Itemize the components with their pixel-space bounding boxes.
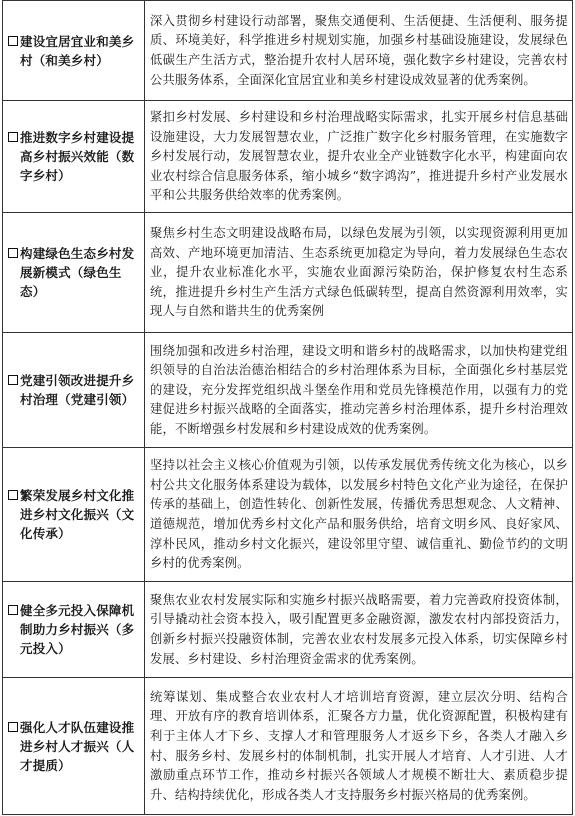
- category-cell[interactable]: [3, 448, 145, 582]
- checkbox-icon[interactable]: [8, 132, 18, 142]
- category-description: 统筹谋划、集成整合农业农村人才培训培育资源，建立层次分明、结构合理、开放有序的教育培训体系，汇聚各方力量，优化资源配置，积极构建有利于主体人才下乡、支撑人才和管理服务人才返乡下乡，各类人才融入乡村、服务乡村、发展乡村的体制机制，扎实开展人才培育、人才引进、人才激励重点环节工作，推动乡村振兴各领域人才规模不断壮大、素质稳步提升、结构持续优化，形成各类人才支持服务乡村振兴格局的优秀案例。: [150, 689, 568, 802]
- category-cell[interactable]: [3, 1, 145, 101]
- checkbox-icon[interactable]: [8, 605, 18, 615]
- table-row: [3, 213, 573, 333]
- description-cell: [145, 101, 573, 213]
- category-cell[interactable]: [3, 333, 145, 448]
- checkbox-icon[interactable]: [8, 248, 18, 258]
- category-description: 围绕加强和改进乡村治理，建设文明和谐乡村的战略需求，以加快构建党组织领导的自治法治德治相结合的乡村治理体系为目标，全面强化乡村基层党的建设，充分发挥党组织战斗堡垒作用和党员先锋模范作用，以强有力的党建促进乡村振兴战略的全面落实，推动完善乡村治理体系，提升乡村治理效能，不断增强乡村发展和乡村建设成效的优秀案例。: [150, 343, 568, 436]
- category-cell[interactable]: [3, 678, 145, 815]
- category-label: 建设宜居宜业和美乡村（和美乡村）: [20, 33, 135, 68]
- category-cell[interactable]: [3, 582, 145, 678]
- description-cell: [145, 213, 573, 333]
- table-row: [3, 101, 573, 213]
- table-row: [3, 448, 573, 582]
- category-description: 聚焦乡村生态文明建设战略布局，以绿色发展为引领，以实现资源利用更加高效、产地环境更加清洁、生态系统更加稳定为导向，着力发展绿色生态农业，提升农业标准化水平，实施农业面源污染防治，保护修复农村生态系统，推进提升乡村生产生活方式绿色低碳转型，提高自然资源利用效率，实现人与自然和谐共生的优秀案例: [150, 226, 568, 319]
- category-description: 紧扣乡村发展、乡村建设和乡村治理战略实际需求，扎实开展乡村信息基础设施建设，大力发展智慧农业，广泛推广数字化乡村服务管理，在实施数字乡村发展行动，发展智慧农业，提升农业全产业链数字化水平，构建面向农业农村综合信息服务体系，缩小城乡“数字鸿沟”，推进提升乡村产业发展水平和公共服务供给效率的优秀案例。: [150, 110, 568, 203]
- category-description: 聚焦农业农村发展实际和实施乡村振兴战略需要，着力完善政府投资体制，引导撬动社会资本投入，吸引配置更多金融资源，激发农村内部投资活力，创新乡村振兴投融资体制，完善农业农村发展多元投入体系，切实保障乡村发展、乡村建设、乡村治理资金需求的优秀案例。: [150, 592, 568, 666]
- category-cell[interactable]: [3, 213, 145, 333]
- category-label: 党建引领改进提升乡村治理（党建引领）: [20, 373, 135, 407]
- category-label: 繁荣发展乡村文化推进乡村文化振兴（文化传承）: [20, 488, 135, 541]
- category-cell[interactable]: [3, 101, 145, 213]
- checkbox-icon[interactable]: [8, 36, 18, 46]
- category-description: 深入贯彻乡村建设行动部署，聚焦交通便利、生活便捷、生活便利、服务提质、环境美好，科学推进乡村规划实施，加强乡村基础设施建设，发展绿色低碳生产生活方式，整治提升农村人居环境，强化数字乡村建设，完善农村公共服务体系，全面深化宜居宜业和美乡村建设成效显著的优秀案例。: [150, 13, 568, 87]
- checkbox-icon[interactable]: [8, 375, 18, 385]
- description-cell: [145, 448, 573, 582]
- description-cell: [145, 1, 573, 101]
- category-label: 健全多元投入保障机制助力乡村振兴（多元投入）: [20, 603, 135, 656]
- checkbox-icon[interactable]: [8, 490, 18, 500]
- table-row: [3, 582, 573, 678]
- description-cell: [145, 582, 573, 678]
- table-row: [3, 333, 573, 448]
- description-cell: [145, 678, 573, 815]
- table-row: [3, 1, 573, 101]
- case-category-table: [2, 0, 573, 815]
- description-cell: [145, 333, 573, 448]
- table-row: [3, 678, 573, 815]
- checkbox-icon[interactable]: [8, 722, 18, 732]
- category-label: 强化人才队伍建设推进乡村人才振兴（人才提质）: [20, 719, 135, 773]
- category-description: 坚持以社会主义核心价值观为引领，以传承发展优秀传统文化为核心，以乡村公共文化服务体系建设为载体，以发展乡村特色文化产业为途径，在保护传承的基础上，创造性转化、创新性发展，传播优秀思想观念、人文精神、道德规范，增加优秀乡村文化产品和服务供给，培育文明乡风、良好家风、淳朴民风，推动乡村文化振兴，建设邻里守望、诚信重礼、勤俭节约的文明乡村的优秀案例。: [150, 458, 568, 571]
- category-label: 推进数字乡村建设提高乡村振兴效能（数字乡村）: [20, 130, 135, 183]
- category-label: 构建绿色生态乡村发展新模式（绿色生态）: [20, 246, 135, 299]
